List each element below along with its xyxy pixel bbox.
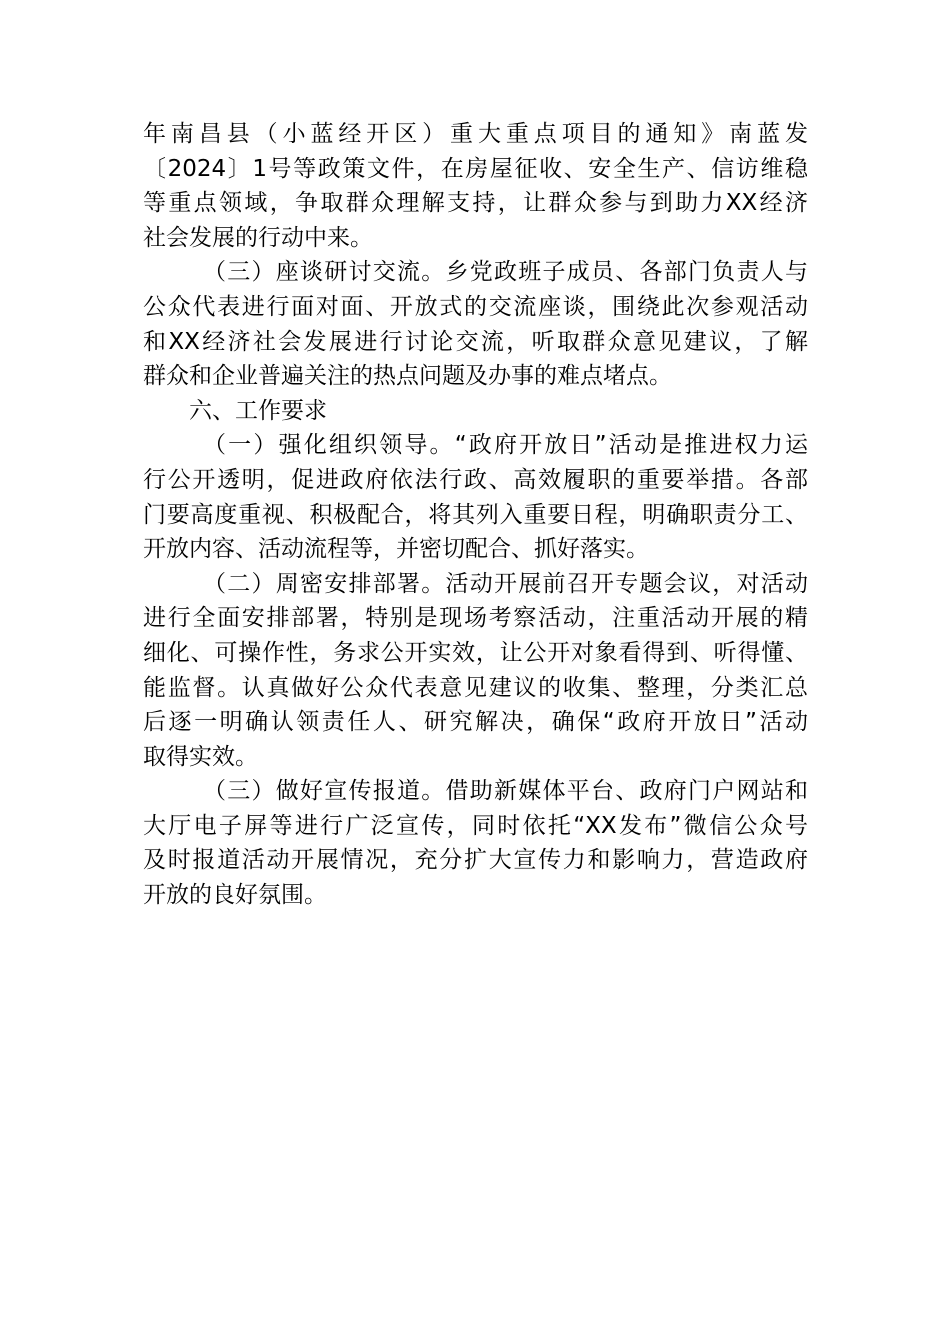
text-line: 门要高度重视、积极配合，将其列入重要日程，明确职责分工、 [143, 501, 808, 528]
text-line: 能监督。认真做好公众代表意见建议的收集、整理，分类汇总 [143, 674, 808, 701]
text-line: 大厅电子屏等进行广泛宣传，同时依托“XX发布”微信公众号 [143, 812, 808, 839]
text-line: 等重点领域，争取群众理解支持，让群众参与到助力XX经济 [143, 190, 808, 217]
text-line: 六、工作要求 [189, 397, 327, 424]
text-line: 行公开透明，促进政府依法行政、高效履职的重要举措。各部 [143, 466, 808, 493]
document-body [143, 117, 808, 913]
text-line: （三）做好宣传报道。借助新媒体平台、政府门户网站和 [203, 778, 808, 805]
text-line: 年南昌县（小蓝经开区）重大重点项目的通知》南蓝发 [143, 121, 808, 147]
text-line: 细化、可操作性，务求公开实效，让公开对象看得到、听得懂、 [143, 639, 808, 666]
text-line: 社会发展的行动中来。 [143, 224, 373, 251]
text-line: 开放内容、活动流程等，并密切配合、抓好落实。 [143, 536, 649, 563]
text-line: 进行全面安排部署，特别是现场考察活动，注重活动开展的精 [143, 605, 808, 632]
text-line: 开放的良好氛围。 [143, 882, 327, 909]
text-line: （三）座谈研讨交流。乡党政班子成员、各部门负责人与 [203, 259, 808, 286]
text-line: 和XX经济社会发展进行讨论交流，听取群众意见建议，了解 [143, 328, 808, 355]
text-line: 后逐一明确认领责任人、研究解决，确保“政府开放日”活动 [143, 709, 808, 736]
text-line: 公众代表进行面对面、开放式的交流座谈，围绕此次参观活动 [143, 293, 808, 320]
text-line: 〔2024〕1号等政策文件，在房屋征收、安全生产、信访维稳 [143, 155, 808, 182]
text-line: （一）强化组织领导。“政府开放日”活动是推进权力运 [203, 432, 808, 459]
text-line: 取得实效。 [143, 743, 258, 770]
text-line: 及时报道活动开展情况，充分扩大宣传力和影响力，营造政府 [143, 847, 808, 874]
text-line: （二）周密安排部署。活动开展前召开专题会议，对活动 [203, 570, 808, 597]
text-line: 群众和企业普遍关注的热点问题及办事的难点堵点。 [143, 363, 672, 390]
